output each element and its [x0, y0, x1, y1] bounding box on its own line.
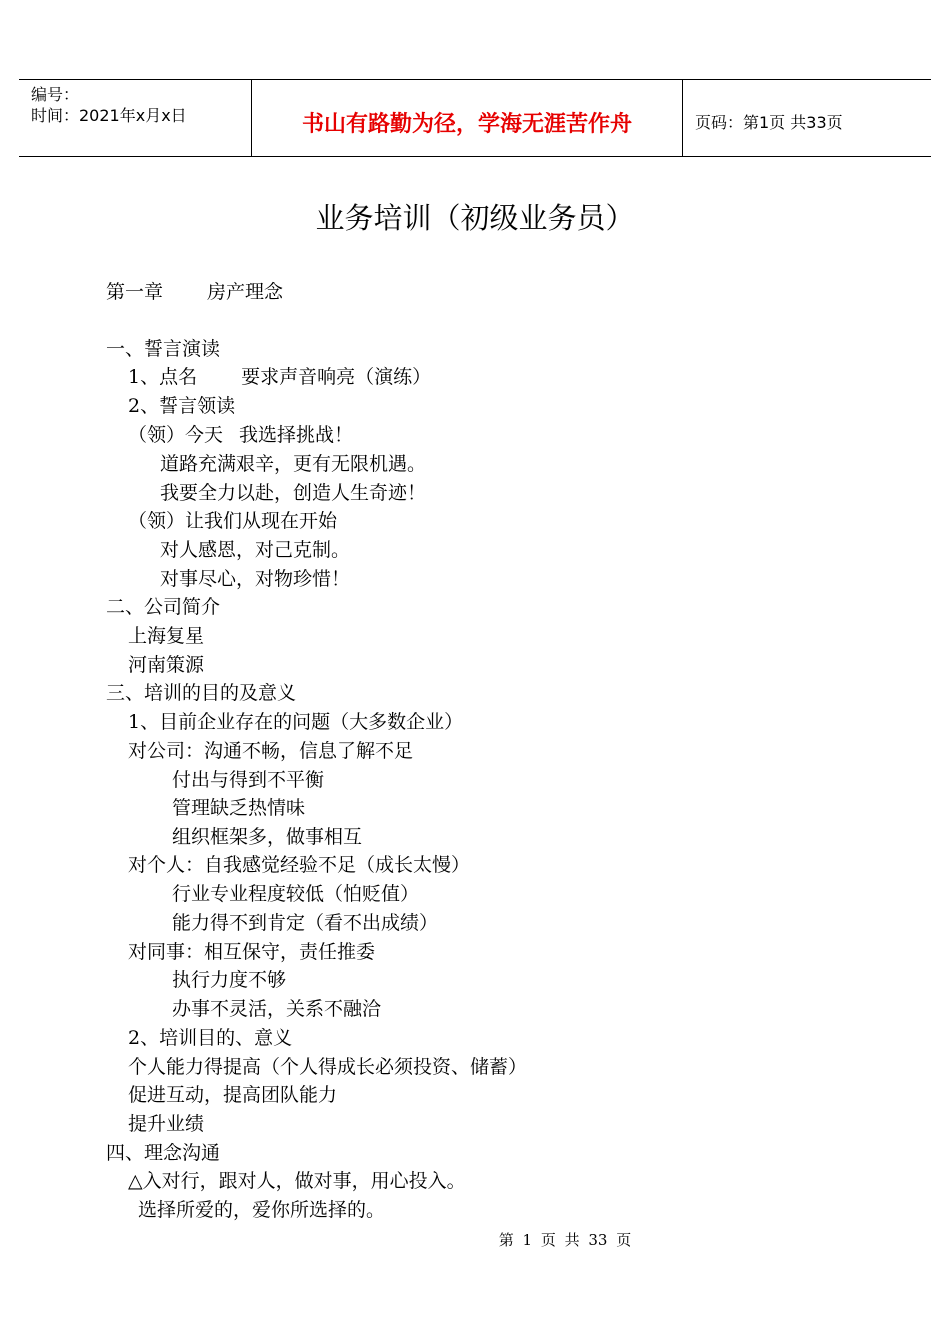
list-item: 对公司：沟通不畅，信息了解不足 — [128, 740, 414, 762]
header-meta-cell — [19, 80, 252, 156]
chapter-label: 第一章 — [106, 281, 164, 303]
list-item: 选择所爱的，爱你所选择的。 — [138, 1199, 386, 1221]
section-heading: 二、公司简介 — [106, 596, 221, 618]
section-heading: 四、理念沟通 — [106, 1142, 221, 1164]
document-number-label: 编号： — [31, 85, 80, 104]
list-item: 2、培训目的、意义 — [128, 1027, 293, 1049]
list-item: 提升业绩 — [128, 1113, 205, 1135]
list-item — [128, 364, 431, 390]
list-item: 管理缺乏热情味 — [172, 797, 306, 819]
oath-line: 我要全力以赴，创造人生奇迹！ — [160, 482, 427, 504]
oath-line-text: 我选择挑战！ — [239, 424, 354, 446]
motto-text: 书山有路勤为径，学海无涯苦作舟 — [301, 112, 632, 137]
header-page-cell — [683, 80, 931, 156]
list-item: 能力得不到肯定（看不出成绩） — [172, 912, 439, 934]
page-footer: 第 1 页 共 33 页 — [498, 1231, 632, 1249]
list-item-detail: 要求声音响亮（演练） — [241, 366, 432, 388]
oath-line: 对事尽心，对物珍惜！ — [160, 568, 351, 590]
list-item-label: 1、点名 — [128, 366, 198, 388]
list-item: 上海复星 — [128, 625, 205, 647]
list-item: 1、目前企业存在的问题（大多数企业） — [128, 711, 464, 733]
document-date: 时间：2021年x月x日 — [31, 106, 187, 125]
oath-line — [128, 422, 353, 448]
list-item: 对个人：自我感觉经验不足（成长太慢） — [128, 854, 471, 876]
list-item: 执行力度不够 — [172, 969, 287, 991]
section-heading: 一、誓言演读 — [106, 338, 221, 360]
list-item: 付出与得到不平衡 — [172, 769, 325, 791]
oath-line: 道路充满艰辛，更有无限机遇。 — [160, 453, 427, 475]
oath-line: （领）让我们从现在开始 — [128, 510, 338, 532]
chapter-name: 房产理念 — [207, 281, 284, 303]
oath-line-lead: （领）今天 — [128, 424, 224, 446]
document-title: 业务培训（初级业务员） — [315, 201, 635, 235]
header-page-info: 页码：第1页 共33页 — [695, 113, 843, 132]
header-motto-cell — [252, 80, 683, 156]
list-item: 2、誓言领读 — [128, 395, 236, 417]
document-header — [19, 79, 931, 157]
list-item: △入对行，跟对人，做对事，用心投入。 — [128, 1170, 466, 1192]
list-item: 河南策源 — [128, 654, 205, 676]
list-item: 办事不灵活，关系不融洽 — [172, 998, 382, 1020]
section-heading: 三、培训的目的及意义 — [106, 682, 297, 704]
list-item: 对同事：相互保守，责任推委 — [128, 941, 376, 963]
list-item: 行业专业程度较低（怕贬值） — [172, 883, 420, 905]
list-item: 个人能力得提高（个人得成长必须投资、储蓄） — [128, 1056, 528, 1078]
list-item: 组织框架多，做事相互 — [172, 826, 363, 848]
list-item: 促进互动，提高团队能力 — [128, 1084, 338, 1106]
oath-line: 对人感恩，对己克制。 — [160, 539, 351, 561]
chapter-heading — [106, 279, 283, 305]
